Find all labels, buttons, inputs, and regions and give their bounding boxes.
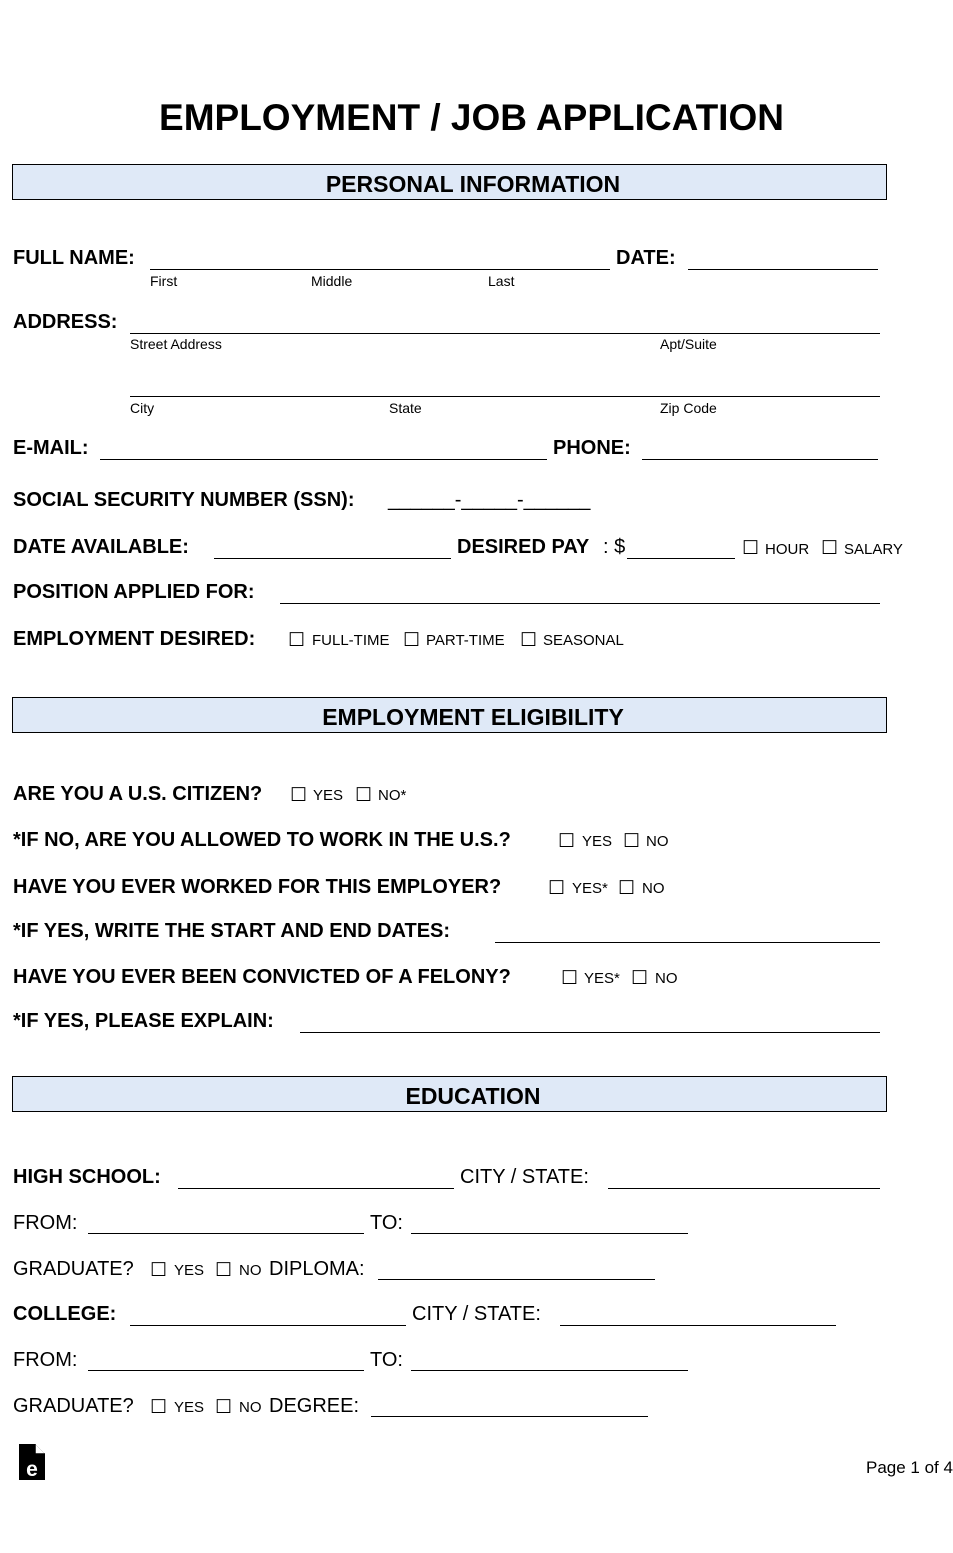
option-seasonal-label: SEASONAL (543, 632, 624, 649)
date-available-label: DATE AVAILABLE: (13, 536, 189, 558)
option-part-time-label: PART-TIME (426, 632, 505, 649)
diploma-field[interactable] (378, 1279, 655, 1280)
diploma-label: DIPLOMA: (269, 1258, 365, 1280)
employment-desired-label: EMPLOYMENT DESIRED: (13, 628, 256, 650)
document-e-icon (18, 1443, 46, 1481)
checkbox-college-graduate-yes[interactable]: ☐ (150, 1397, 168, 1418)
option-hour-label: HOUR (765, 541, 810, 558)
citizen-question: ARE YOU A U.S. CITIZEN? (13, 783, 263, 805)
allowed-to-work-question: *IF NO, ARE YOU ALLOWED TO WORK IN THE U.S.? (13, 829, 511, 851)
hs-to-label: TO: (370, 1212, 403, 1234)
full-name-field[interactable] (150, 269, 610, 270)
ssn-field[interactable]: ______-_____-______ (388, 489, 591, 511)
college-city-state-field[interactable] (560, 1325, 836, 1326)
college-city-state-label: CITY / STATE: (412, 1303, 541, 1325)
checkbox-citizen-no[interactable]: ☐ (355, 785, 373, 806)
checkbox-worked-no[interactable]: ☐ (618, 878, 636, 899)
start-end-dates-question: *IF YES, WRITE THE START AND END DATES: (13, 920, 451, 942)
checkbox-hour[interactable]: ☐ (742, 538, 760, 559)
section-title: EMPLOYMENT ELIGIBILITY (322, 704, 624, 730)
address-label: ADDRESS: (13, 311, 118, 333)
hs-to-field[interactable] (411, 1233, 688, 1234)
college-graduate-label: GRADUATE? (13, 1395, 134, 1417)
option-full-time-label: FULL-TIME (312, 632, 390, 649)
position-label: POSITION APPLIED FOR: (13, 581, 255, 603)
hs-city-state-field[interactable] (608, 1188, 880, 1189)
date-available-field[interactable] (214, 558, 451, 559)
apt-suite-caption: Apt/Suite (660, 336, 717, 352)
checkbox-full-time[interactable]: ☐ (288, 630, 306, 651)
checkbox-hs-graduate-yes[interactable]: ☐ (150, 1260, 168, 1281)
name-last-caption: Last (488, 273, 515, 289)
high-school-label: HIGH SCHOOL: (13, 1166, 161, 1188)
ssn-label: SOCIAL SECURITY NUMBER (SSN): (13, 489, 355, 511)
checkbox-allowed-no[interactable]: ☐ (623, 831, 641, 852)
checkbox-felony-no[interactable]: ☐ (631, 968, 649, 989)
checkbox-college-graduate-no[interactable]: ☐ (215, 1397, 233, 1418)
worked-before-question: HAVE YOU EVER WORKED FOR THIS EMPLOYER? (13, 876, 502, 898)
option-citizen-yes-label: YES (313, 787, 344, 804)
section-title: EDUCATION (405, 1083, 541, 1109)
college-to-label: TO: (370, 1349, 403, 1371)
college-to-field[interactable] (411, 1370, 688, 1371)
date-field[interactable] (688, 269, 878, 270)
section-title: PERSONAL INFORMATION (325, 171, 621, 197)
checkbox-part-time[interactable]: ☐ (403, 630, 421, 651)
zip-code-caption: Zip Code (660, 400, 717, 416)
section-header-eligibility (12, 697, 887, 733)
option-hs-yes-label: YES (174, 1262, 205, 1279)
college-label: COLLEGE: (13, 1303, 117, 1325)
college-from-label: FROM: (13, 1349, 78, 1371)
degree-label: DEGREE: (269, 1395, 360, 1417)
city-caption: City (130, 400, 155, 416)
college-from-field[interactable] (88, 1370, 364, 1371)
checkbox-citizen-yes[interactable]: ☐ (290, 785, 308, 806)
checkbox-salary[interactable]: ☐ (821, 538, 839, 559)
street-address-caption: Street Address (130, 336, 222, 352)
checkbox-worked-yes[interactable]: ☐ (548, 878, 566, 899)
explain-field[interactable] (300, 1032, 880, 1033)
degree-field[interactable] (371, 1416, 648, 1417)
option-allowed-yes-label: YES (582, 833, 613, 850)
checkbox-seasonal[interactable]: ☐ (520, 630, 538, 651)
option-citizen-no-label: NO* (378, 787, 407, 804)
checkbox-allowed-yes[interactable]: ☐ (558, 831, 576, 852)
city-state-zip-field[interactable] (130, 396, 880, 397)
explain-question: *IF YES, PLEASE EXPLAIN: (13, 1010, 274, 1032)
svg-text:e: e (26, 1458, 38, 1481)
desired-pay-prefix: : $ (603, 536, 626, 558)
email-field[interactable] (100, 459, 547, 460)
start-end-dates-field[interactable] (495, 942, 880, 943)
option-worked-yes-label: YES* (572, 880, 608, 897)
document-title: EMPLOYMENT / JOB APPLICATION (159, 97, 784, 138)
section-header-education (12, 1076, 887, 1112)
option-allowed-no-label: NO (646, 833, 669, 850)
option-college-yes-label: YES (174, 1399, 205, 1416)
email-label: E-MAIL: (13, 437, 89, 459)
high-school-field[interactable] (178, 1188, 454, 1189)
page-number: Page 1 of 4 (866, 1458, 953, 1477)
checkbox-hs-graduate-no[interactable]: ☐ (215, 1260, 233, 1281)
checkbox-felony-yes[interactable]: ☐ (561, 968, 579, 989)
hs-from-field[interactable] (88, 1233, 364, 1234)
state-caption: State (389, 400, 422, 416)
full-name-label: FULL NAME: (13, 247, 135, 269)
option-felony-no-label: NO (655, 970, 678, 987)
date-label: DATE: (616, 247, 676, 269)
desired-pay-label: DESIRED PAY (457, 536, 590, 558)
street-address-field[interactable] (130, 333, 880, 334)
option-college-no-label: NO (239, 1399, 262, 1416)
felony-question: HAVE YOU EVER BEEN CONVICTED OF A FELONY? (13, 966, 511, 988)
college-field[interactable] (130, 1325, 406, 1326)
name-first-caption: First (150, 273, 178, 289)
desired-pay-field[interactable] (627, 558, 735, 559)
section-header-personal (12, 164, 887, 200)
option-felony-yes-label: YES* (584, 970, 620, 987)
option-salary-label: SALARY (844, 541, 903, 558)
hs-city-state-label: CITY / STATE: (460, 1166, 589, 1188)
name-middle-caption: Middle (311, 273, 353, 289)
phone-field[interactable] (642, 459, 878, 460)
hs-graduate-label: GRADUATE? (13, 1258, 134, 1280)
option-worked-no-label: NO (642, 880, 665, 897)
phone-label: PHONE: (553, 437, 631, 459)
hs-from-label: FROM: (13, 1212, 78, 1234)
position-field[interactable] (280, 603, 880, 604)
option-hs-no-label: NO (239, 1262, 262, 1279)
